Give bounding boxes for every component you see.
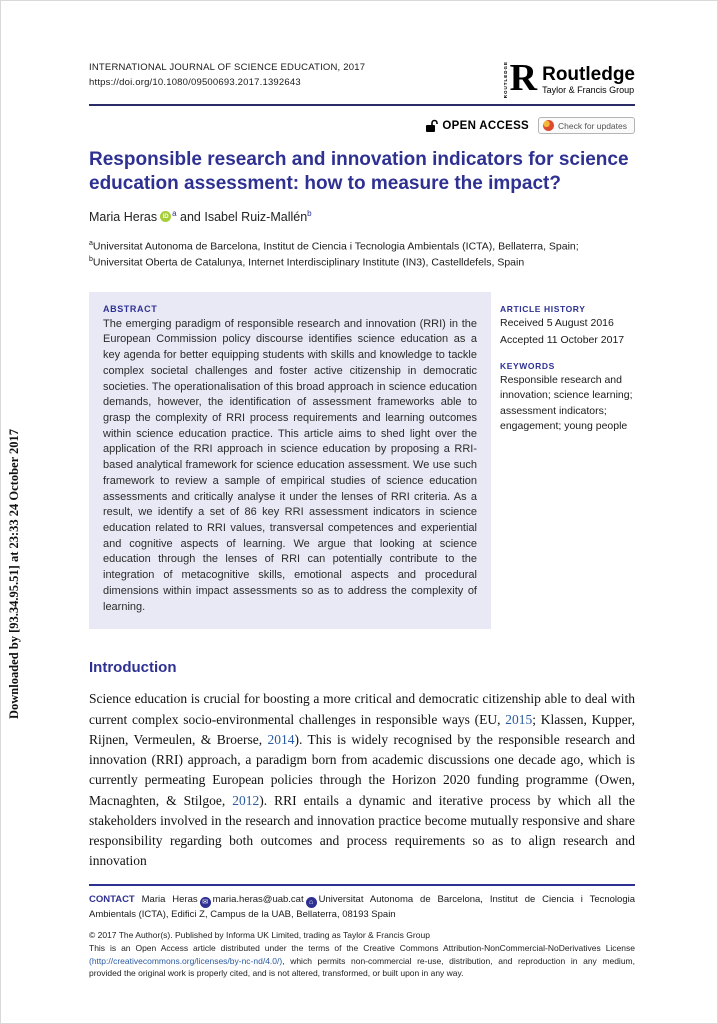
affiliation-1-text: Universitat Autonoma de Barcelona, Institut de Ciencia i Tecnologia Ambientals (ICTA), Bellaterra, Spain; [92, 240, 579, 253]
license-text-1: This is an Open Access article distributed under the terms of the Creative Commons Attribution-NonCommercial-NoDerivatives License [89, 942, 635, 953]
download-watermark: Downloaded by [93.34.95.51] at 23:33 24 October 2017 [7, 428, 21, 719]
author-2: Isabel Ruiz-Mallén [204, 209, 308, 224]
contact-block [89, 893, 635, 924]
affiliation-1 [89, 239, 635, 255]
crossmark-icon [543, 120, 554, 131]
affiliations [89, 239, 635, 272]
text-segment: ). RRI entails a dynamic and iterative process by which all the stakeholders involved in the research and innovation practice become mutually responsive and share responsibility regarding both outcomes and process requirements so as to align research and innovation [89, 792, 635, 869]
keywords-label: KEYWORDS [500, 361, 555, 372]
affiliation-1-mark: a [89, 240, 93, 248]
article-title: Responsible research and innovation indicators for science education assessment: how to measure the impact? [89, 149, 629, 195]
author-1: Maria Heras [89, 209, 158, 224]
article-meta-column [500, 292, 635, 630]
affiliation-2-text: Universitat Oberta de Catalunya, Internet Interdisciplinary Institute (IN3), Castelldefels, Spain [92, 256, 525, 269]
received-date: Received 5 August 2016 [500, 316, 614, 329]
access-row [89, 117, 635, 134]
author-2-affil-mark: b [307, 208, 312, 218]
keywords-text: Responsible research and innovation; science learning; assessment indicators; engagement; young people [500, 374, 633, 432]
envelope-icon: ✉ [200, 897, 211, 908]
contact-email[interactable]: maria.heras@uab.cat [212, 893, 304, 905]
copyright-line: © 2017 The Author(s). Published by Informa UK Limited, trading as Taylor & Francis Group [89, 930, 430, 941]
author-1-affil-mark: a [172, 208, 177, 218]
open-access-label: OPEN ACCESS [442, 119, 530, 132]
publisher-name: Routledge [542, 63, 635, 85]
routledge-logo [503, 57, 635, 99]
doi-link[interactable]: https://doi.org/10.1080/09500693.2017.1392643 [89, 76, 301, 88]
text-segment: Science education is crucial for boosting a more critical and democratic citizenship able to deal with current complex socio-environmental challenges in responsible ways (EU, [89, 691, 635, 727]
routledge-logo-vertical-text: ROUTLEDGE [503, 61, 509, 99]
abstract-text: The emerging paradigm of responsible research and innovation (RRI) in the European Commission policy discourse identifies science education as a key agenda for better equipping students with skills and knowledge to tackle complex societal challenges and foster active citizenship in democratic societies. The operationalisation of this broad approach in science education demands, however, the identification of assessment frameworks able to grasp the complexity of RRI process requirements and learning outcomes within science education practice. This article aims to shed light over the application of the RRI approach in science education by proposing a RRI-based analytical framework for science education assessment. We use such framework to review a sample of empirical studies of science education assessments and critically analyse it under the lenses of RRI criteria. As a result, we identify a set of 86 key RRI assessment indicators in science education related to RRI values, transversal competences and experiential and cognitive aspects of learning. We argue that looking at science education through the lenses of RRI can potentially contribute to the integration of metacognitive skills, emotional aspects and procedural dimensions within impact assessments so as to address the complexity of learning. [103, 317, 477, 613]
building-icon: ⌂ [306, 897, 317, 908]
citation-link[interactable]: 2014 [267, 731, 295, 747]
license-block [89, 929, 635, 980]
introduction-heading: Introduction [89, 659, 177, 677]
license-text-2: , which permits non-commercial re-use, distribution, and reproduction in any medium, provided the original work is properly cited, and is not altered, transformed, or built upon in any way. [89, 955, 635, 979]
text-segment: ; Klassen, Kupper, Rijnen, Vermeulen, & Broerse, [89, 711, 635, 747]
page-header [89, 57, 635, 99]
check-for-updates-button[interactable] [538, 117, 635, 134]
author-connector: and [176, 209, 205, 224]
license-text [89, 942, 635, 980]
header-divider [89, 104, 635, 106]
contact-label: CONTACT [89, 893, 135, 905]
abstract-label: ABSTRACT [103, 303, 158, 314]
author-line [89, 209, 635, 224]
publisher-group: Taylor & Francis Group [542, 84, 635, 95]
footer-divider [89, 884, 635, 886]
abstract-box [89, 292, 491, 630]
citation-link[interactable]: 2012 [232, 792, 260, 808]
contact-name: Maria Heras [141, 893, 198, 905]
text-segment: ). This is widely recognised by the responsible research and innovation (RRI) approach, a paradigm born from academic discussions one decade ago, which is currently permeating European policies through the Horizon 2020 funding programme (Owen, Macnaghten, & Stilgoe, [89, 731, 635, 808]
affiliation-2-mark: b [89, 256, 93, 264]
article-history-label: ARTICLE HISTORY [500, 303, 586, 314]
orcid-icon[interactable]: iD [160, 211, 171, 222]
check-for-updates-label: Check for updates [558, 120, 627, 131]
open-lock-icon [425, 119, 438, 133]
introduction-paragraph [89, 689, 635, 871]
affiliation-2 [89, 255, 635, 271]
journal-title: INTERNATIONAL JOURNAL OF SCIENCE EDUCATION, 2017 [89, 62, 366, 73]
contact-address: Universitat Autonoma de Barcelona, Institut de Ciencia i Tecnologia Ambientals (ICTA), Edifici Z, Campus de la UAB, Bellaterra, 08193 Spain [89, 893, 635, 921]
accepted-date: Accepted 11 October 2017 [500, 333, 625, 346]
license-url[interactable]: (http://creativecommons.org/licenses/by-nc-nd/4.0/) [89, 955, 283, 966]
routledge-r-mark: R [509, 57, 538, 99]
citation-link[interactable]: 2015 [505, 711, 533, 727]
